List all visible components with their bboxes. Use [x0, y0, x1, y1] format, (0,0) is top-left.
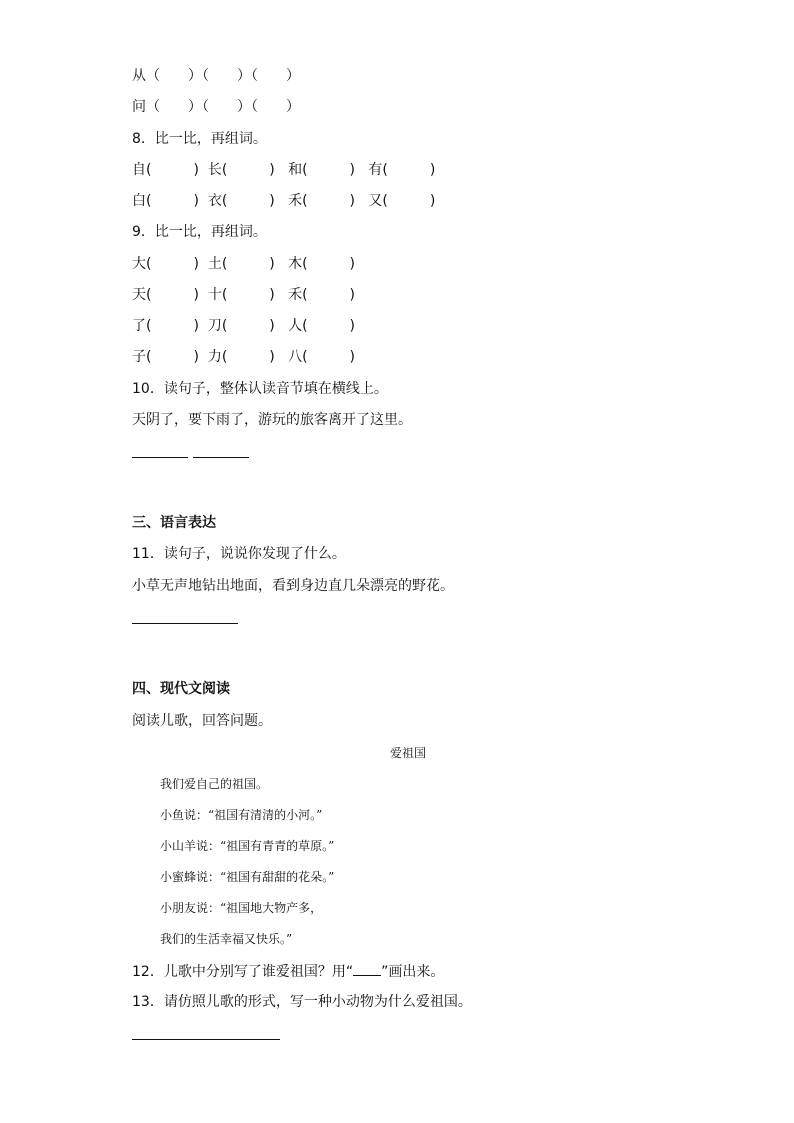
q12-underline-sample [353, 961, 381, 976]
poem-line-3: 小山羊说：“祖国有青青的草原。” [160, 839, 335, 853]
q11-title: 11．读句子，说说你发现了什么。 [132, 546, 346, 562]
q11-answer-blank[interactable] [132, 623, 238, 624]
q12-text-after: ”画出来。 [381, 964, 445, 980]
q9-title: 9．比一比，再组词。 [132, 224, 267, 240]
poem-title: 爱祖国 [390, 746, 427, 760]
q10-answer-blank-2[interactable] [193, 457, 249, 458]
q12-title [132, 961, 444, 982]
q9-row-2: 天( ) 十( ) 禾( ) [132, 287, 356, 303]
poem-line-2: 小鱼说：“祖国有清清的小河。” [160, 808, 323, 822]
q8-title: 8．比一比，再组词。 [132, 131, 267, 147]
q10-answer-blank-1[interactable] [132, 457, 188, 458]
q8-row-1: 自( ) 长( ) 和( ) 有( ) [132, 162, 436, 178]
q12-text-before: 12．儿歌中分别写了谁爱祖国？用“ [132, 964, 354, 980]
poem-line-1: 我们爱自己的祖国。 [160, 777, 269, 791]
q9-row-1: 大( ) 土( ) 木( ) [132, 256, 356, 272]
word-row-wen: 问（ ）（ ）（ ） [132, 99, 300, 115]
word-row-cong: 从（ ）（ ）（ ） [132, 68, 300, 84]
q8-row-2: 白( ) 衣( ) 禾( ) 又( ) [132, 193, 436, 209]
q11-sentence: 小草无声地钻出地面，看到身边直几朵漂亮的野花。 [132, 578, 454, 594]
q13-answer-blank[interactable] [132, 1039, 280, 1040]
q13-title: 13．请仿照儿歌的形式，写一种小动物为什么爱祖国。 [132, 994, 472, 1010]
poem-line-5: 小朋友说：“祖国地大物产多， [160, 901, 323, 915]
q9-row-3: 了( ) 刀( ) 人( ) [132, 318, 356, 334]
q9-row-4: 子( ) 力( ) 八( ) [132, 349, 356, 365]
q10-sentence: 天阴了，要下雨了，游玩的旅客离开了这里。 [132, 412, 412, 428]
q10-title: 10．读句子，整体认读音节填在横线上。 [132, 381, 388, 397]
section-4-heading: 四、现代文阅读 [132, 681, 230, 697]
poem-line-4: 小蜜蜂说：“祖国有甜甜的花朵。” [160, 870, 335, 884]
section-3-heading: 三、语言表达 [132, 515, 216, 531]
poem-line-6: 我们的生活幸福又快乐。” [160, 932, 293, 946]
reading-intro: 阅读儿歌，回答问题。 [132, 713, 272, 729]
